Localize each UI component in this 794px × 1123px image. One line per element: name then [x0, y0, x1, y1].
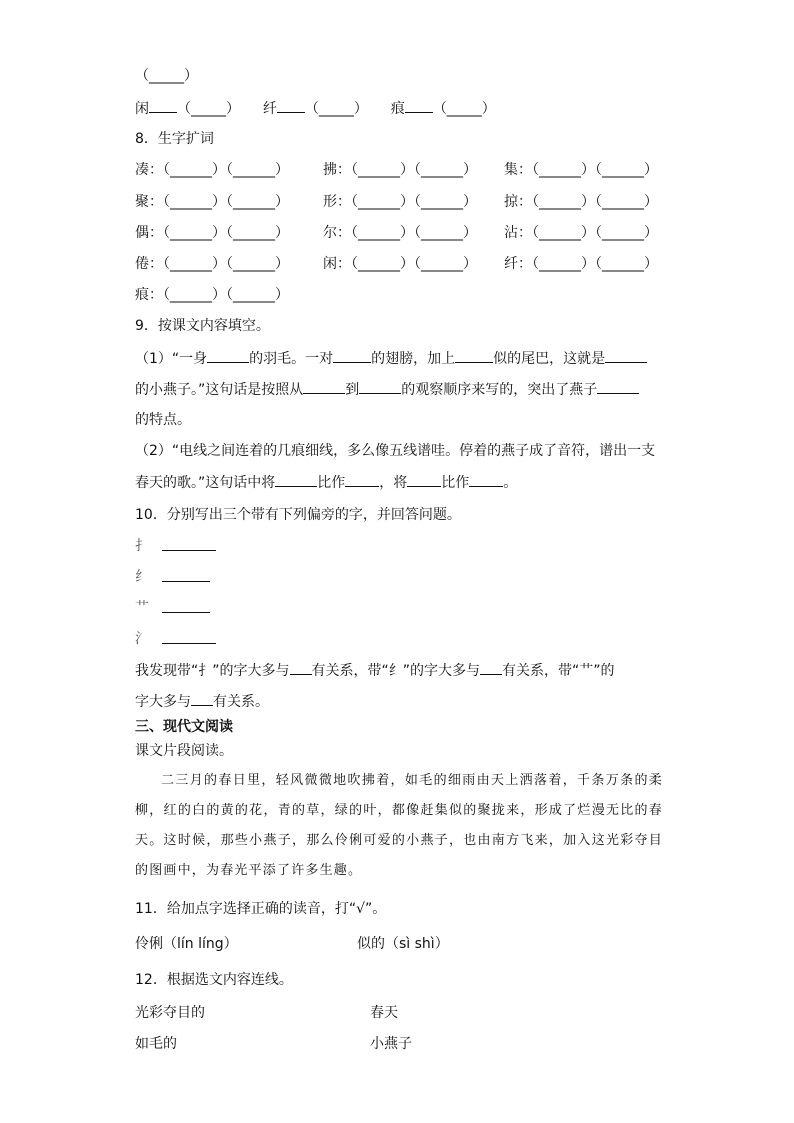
- q8-char: 纤: [504, 256, 518, 272]
- q8-item: [504, 192, 658, 212]
- radical-row: [135, 536, 149, 556]
- match-left-1[interactable]: 光彩夺目的: [135, 1005, 205, 1021]
- q9-p2-line2: 春天的歌。”这句话中将 比作 ，将 比作 。: [135, 472, 517, 493]
- colon: ：: [149, 225, 163, 241]
- radical-row: [135, 598, 149, 618]
- q9-p1-line3: 的特点。: [135, 412, 191, 428]
- q8-item: [323, 192, 477, 212]
- colon: ：: [518, 225, 532, 241]
- q12-title: 12．根据选文内容连线。: [135, 972, 293, 988]
- answer-blank[interactable]: [455, 348, 493, 363]
- paren-blank-line: （_____）: [135, 68, 198, 84]
- reading-passage: 二三月的春日里，轻风微微地吹拂着，如毛的细雨由天上洒落着，千条万条的柔柳，红的白的黄的花，青的草，绿的叶，都像赶集似的聚拢来，形成了烂漫无比的春天。这时候，那些小燕子，那么伶俐可爱的小燕子，也由南方飞来，加入这光彩夺目的图画中，为春光平添了许多生趣。: [135, 773, 663, 878]
- q9-p1-line1: （1）“一身 的羽毛。一对 的翅膀，加上 似的尾巴，这就是: [135, 348, 647, 369]
- q8-item: [323, 254, 477, 274]
- q8-item: [135, 254, 289, 274]
- radical-grass: 艹: [135, 600, 149, 616]
- answer-blank[interactable]: [345, 472, 379, 487]
- word-blank[interactable]: （______）: [595, 256, 658, 272]
- q8-char: 沾: [504, 225, 518, 241]
- q8-char: 形: [323, 194, 337, 210]
- answer-blank[interactable]: [162, 550, 216, 551]
- word-blank[interactable]: （______）: [351, 256, 414, 272]
- answer-blank[interactable]: [359, 379, 401, 394]
- q8-char: 凑: [135, 162, 149, 178]
- q8-item: [135, 160, 289, 180]
- answer-blank[interactable]: [162, 643, 216, 644]
- colon: ：: [518, 194, 532, 210]
- q8-char: 聚: [135, 194, 149, 210]
- word-blank[interactable]: （______）: [595, 162, 658, 178]
- word-blank[interactable]: （______）: [414, 162, 477, 178]
- answer-blank[interactable]: [480, 660, 502, 675]
- q8-char: 痕: [135, 287, 149, 303]
- section-subtitle: 课文片段阅读。: [135, 743, 233, 759]
- answer-blank[interactable]: [469, 472, 503, 487]
- match-left-2[interactable]: 如毛的: [135, 1036, 177, 1052]
- q8-item: [504, 223, 658, 243]
- q8-item: [504, 160, 658, 180]
- word-blank[interactable]: （______）: [351, 162, 414, 178]
- word-blank[interactable]: （______）: [226, 287, 289, 303]
- answer-blank[interactable]: [149, 98, 177, 113]
- word-blank[interactable]: （______）: [226, 162, 289, 178]
- word-blank-line: 闲 （_____） 纤 （_____） 痕 （_____）: [135, 98, 496, 119]
- q8-char: 集: [504, 162, 518, 178]
- word-blank[interactable]: （______）: [414, 194, 477, 210]
- q8-item: [135, 285, 289, 305]
- colon: ：: [518, 256, 532, 272]
- word-blank[interactable]: （______）: [163, 256, 226, 272]
- colon: ：: [149, 162, 163, 178]
- answer-blank[interactable]: [275, 472, 317, 487]
- colon: ：: [149, 194, 163, 210]
- answer-blank[interactable]: [333, 348, 371, 363]
- radical-row: [135, 567, 149, 587]
- q11-title: 11．给加点字选择正确的读音，打“√”。: [135, 901, 387, 917]
- colon: ：: [337, 194, 351, 210]
- answer-blank[interactable]: [277, 98, 305, 113]
- word-blank[interactable]: （______）: [351, 194, 414, 210]
- word-blank[interactable]: （______）: [532, 225, 595, 241]
- colon: ：: [149, 287, 163, 303]
- word-blank[interactable]: （______）: [163, 194, 226, 210]
- answer-blank[interactable]: [407, 472, 441, 487]
- q8-title: 8．生字扩词: [135, 131, 214, 147]
- word-blank[interactable]: （______）: [532, 194, 595, 210]
- word-blank[interactable]: （______）: [226, 225, 289, 241]
- radical-water: 氵: [135, 631, 149, 647]
- word-blank[interactable]: （______）: [163, 225, 226, 241]
- word-blank[interactable]: （______）: [532, 162, 595, 178]
- colon: ：: [337, 162, 351, 178]
- q10-title: 10．分别写出三个带有下列偏旁的字，并回答问题。: [135, 507, 461, 523]
- q11-item-1[interactable]: 伶俐（lín líng）: [135, 936, 238, 952]
- word-blank[interactable]: （______）: [226, 194, 289, 210]
- q8-item: [323, 160, 477, 180]
- colon: ：: [337, 256, 351, 272]
- word-blank[interactable]: （______）: [532, 256, 595, 272]
- answer-blank[interactable]: [162, 581, 210, 582]
- q9-p1-line2: 的小燕子。”这句话是按照从 到 的观察顺序来写的，突出了燕子: [135, 379, 639, 400]
- q8-char: 拂: [323, 162, 337, 178]
- section-title: 三、现代文阅读: [135, 719, 233, 735]
- q10-answer-line1: 我发现带“扌”的字大多与 有关系，带“纟”的字大多与 有关系，带“艹”的: [135, 660, 615, 681]
- radical-silk: 纟: [135, 569, 149, 585]
- answer-blank[interactable]: [405, 98, 433, 113]
- q8-char: 尔: [323, 225, 337, 241]
- answer-blank[interactable]: [191, 691, 213, 706]
- q8-char: 倦: [135, 256, 149, 272]
- q8-item: [504, 254, 658, 274]
- q8-char: 闲: [323, 256, 337, 272]
- word-blank[interactable]: （______）: [414, 225, 477, 241]
- answer-blank[interactable]: [207, 348, 249, 363]
- word-blank[interactable]: （______）: [595, 194, 658, 210]
- word-blank[interactable]: （______）: [163, 287, 226, 303]
- match-right-1[interactable]: 春天: [370, 1005, 398, 1021]
- answer-blank[interactable]: [162, 612, 210, 613]
- match-right-2[interactable]: 小燕子: [370, 1036, 412, 1052]
- q8-char: 偶: [135, 225, 149, 241]
- word-blank[interactable]: （______）: [351, 225, 414, 241]
- q8-char: 掠: [504, 194, 518, 210]
- answer-blank[interactable]: [597, 379, 639, 394]
- colon: ：: [149, 256, 163, 272]
- answer-blank[interactable]: [290, 660, 312, 675]
- colon: ：: [337, 225, 351, 241]
- word-blank[interactable]: （______）: [163, 162, 226, 178]
- q10-answer-line2: 字大多与 有关系。: [135, 691, 269, 712]
- q11-item-2[interactable]: 似的（sì shì）: [357, 936, 449, 952]
- answer-blank[interactable]: [303, 379, 345, 394]
- radical-row: [135, 629, 149, 649]
- q8-item: [135, 192, 289, 212]
- word-blank[interactable]: （______）: [595, 225, 658, 241]
- q9-title: 9．按课文内容填空。: [135, 318, 270, 334]
- colon: ：: [518, 162, 532, 178]
- answer-blank[interactable]: [605, 348, 647, 363]
- q8-item: [135, 223, 289, 243]
- word-blank[interactable]: （______）: [414, 256, 477, 272]
- q9-p2-line1: （2）“电线之间连着的几痕细线，多么像五线谱哇。停着的燕子成了音符，谱出一支: [135, 443, 656, 459]
- radical-hand: 扌: [135, 538, 149, 554]
- word-blank[interactable]: （______）: [226, 256, 289, 272]
- q8-item: [323, 223, 477, 243]
